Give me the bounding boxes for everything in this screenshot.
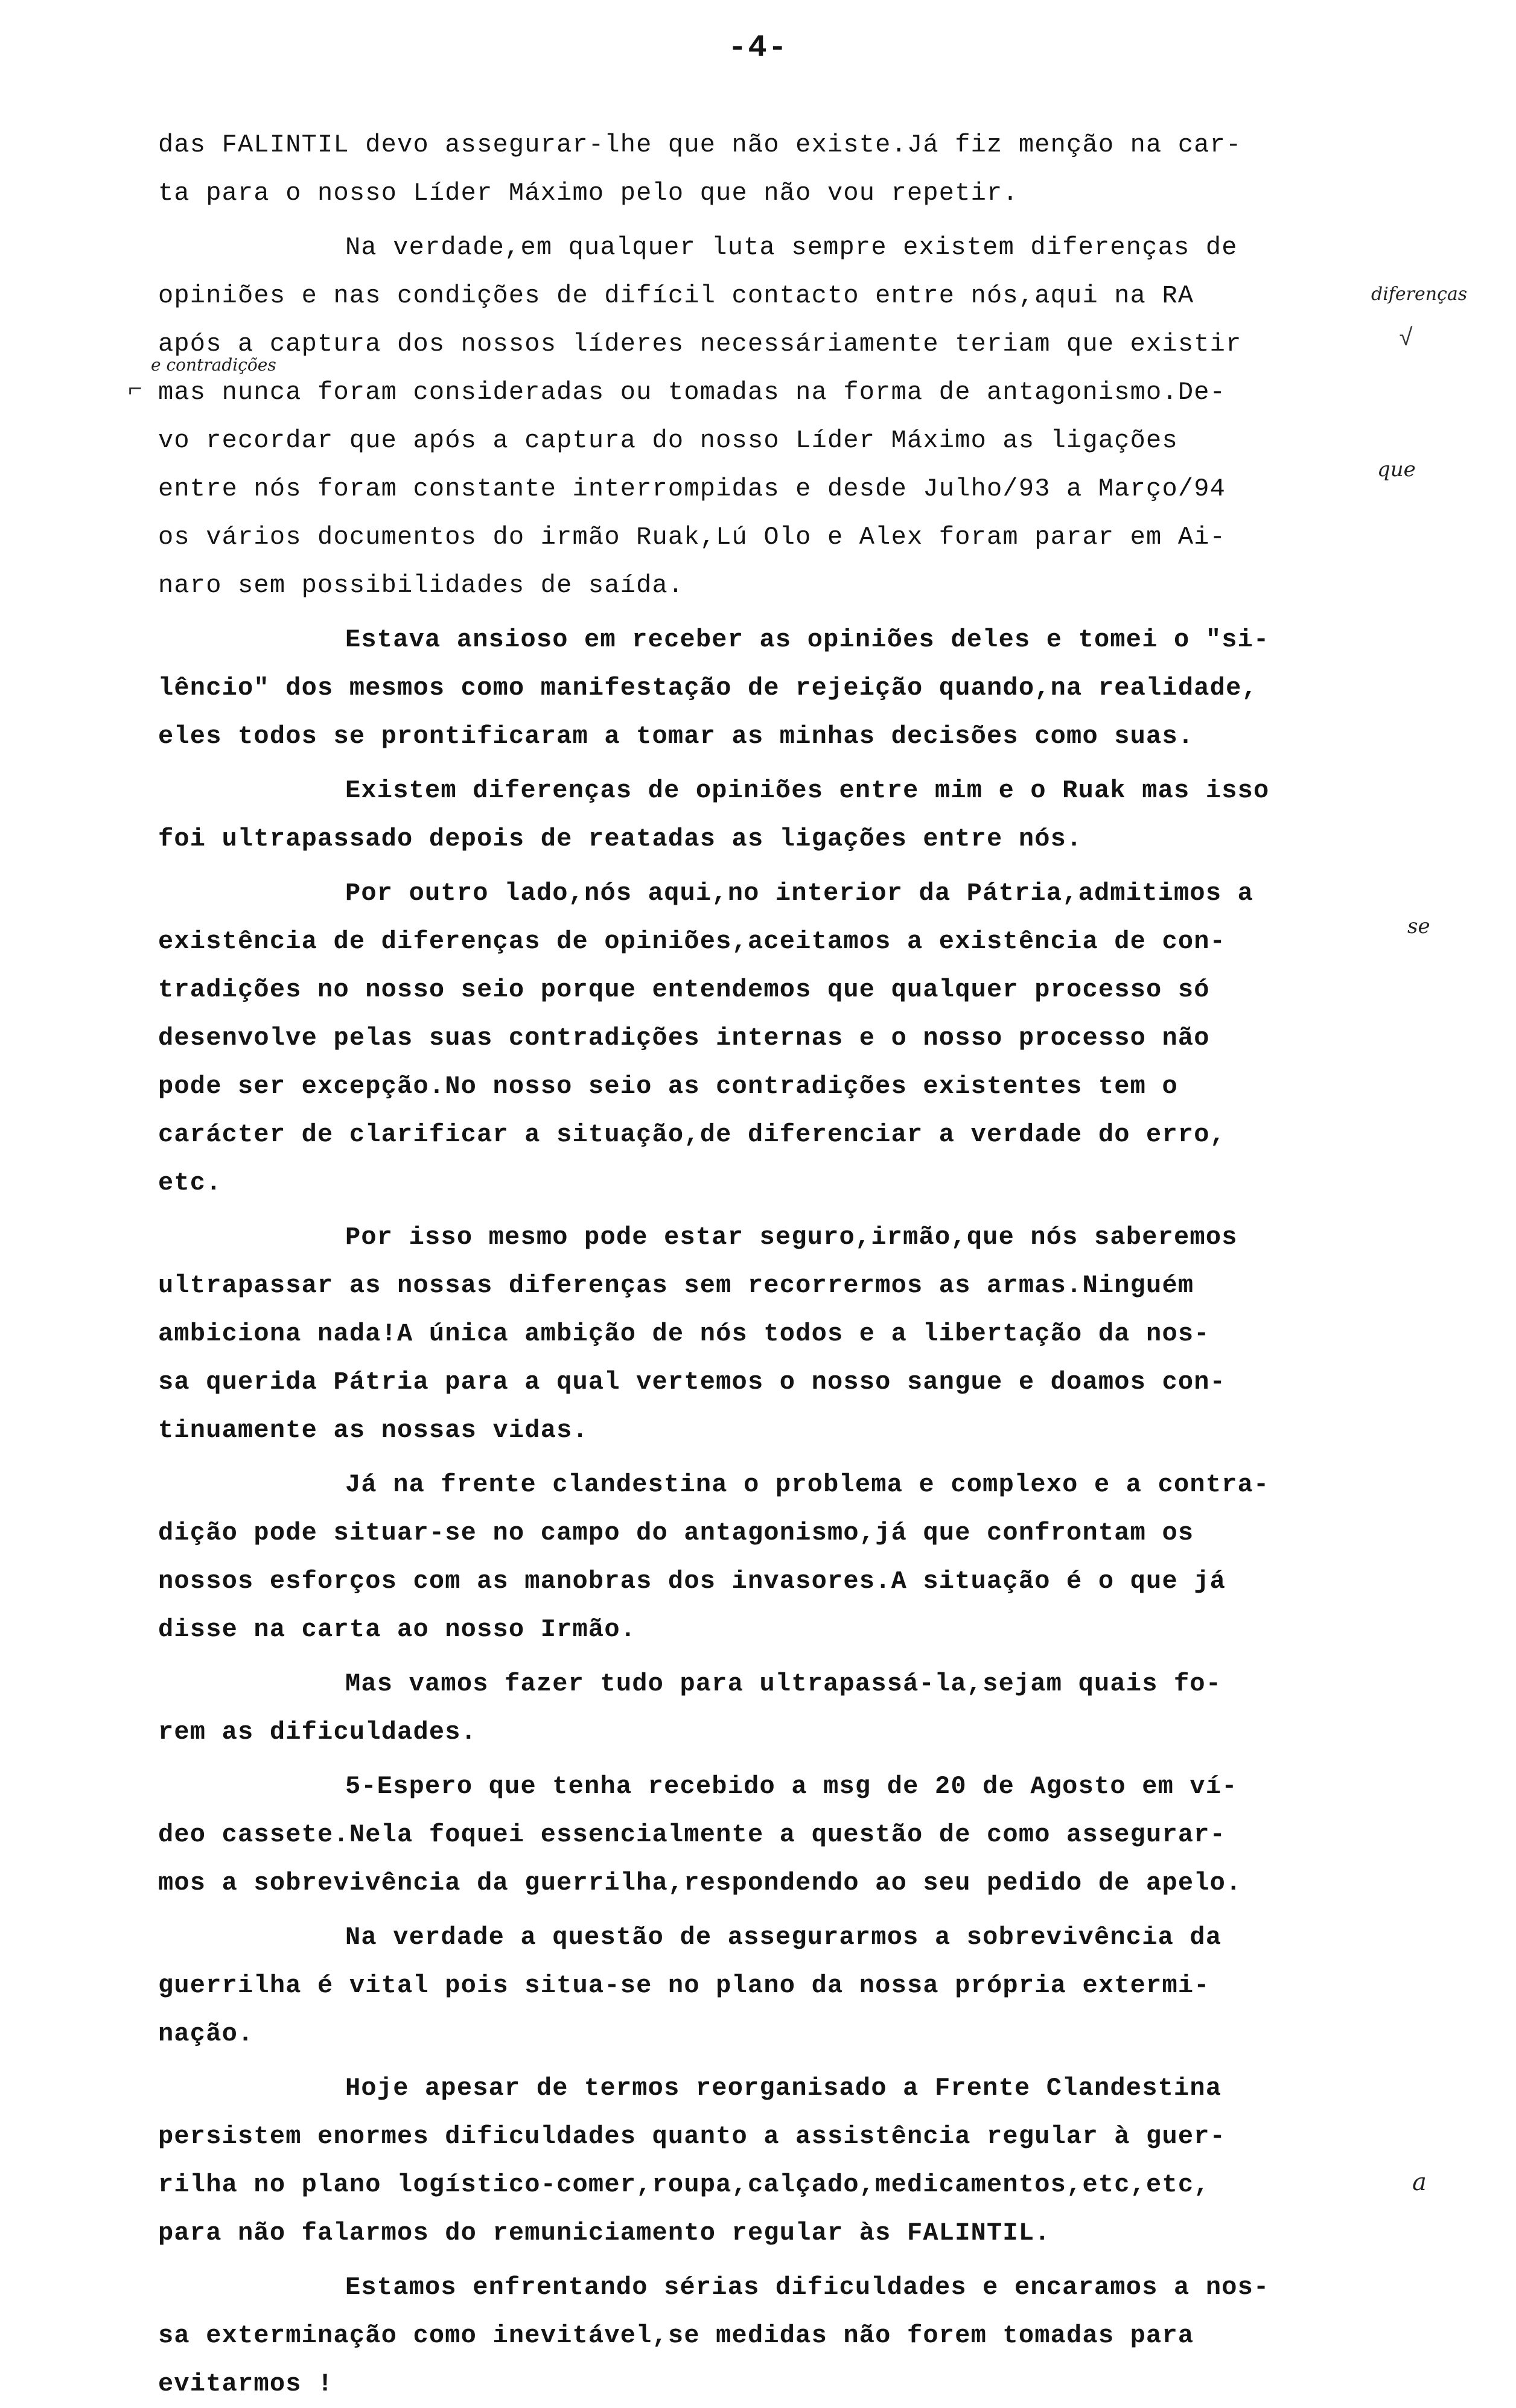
text-line: lêncio" dos mesmos como manifestação de rejeição quando,na realidade, bbox=[158, 674, 1258, 702]
page-number: -4- bbox=[728, 30, 788, 66]
text-line: os vários documentos do irmão Ruak,Lú Olo e Alex foram parar em Ai- bbox=[158, 523, 1226, 552]
text-line: entre nós foram constante interrompidas e desde Julho/93 a Março/94 bbox=[158, 474, 1226, 503]
insertion-check-mark: √ bbox=[1399, 326, 1414, 353]
text-line: Por outro lado,nós aqui,no interior da Pátria,admitimos a bbox=[345, 879, 1254, 908]
text-line: mas nunca foram consideradas ou tomadas na forma de antagonismo.De- bbox=[158, 378, 1226, 407]
handwritten-note-que: que bbox=[1377, 457, 1416, 482]
text-line: Mas vamos fazer tudo para ultrapassá-la,sejam quais fo- bbox=[345, 1669, 1222, 1698]
text-line: etc. bbox=[158, 1168, 222, 1197]
document-body bbox=[158, 121, 1438, 2408]
text-line: Existem diferenças de opiniões entre mim e o Ruak mas isso bbox=[345, 776, 1270, 805]
text-line: nossos esforços com as manobras dos invasores.A situação é o que já bbox=[158, 1567, 1226, 1596]
text-line: ta para o nosso Líder Máximo pelo que não vou repetir. bbox=[158, 179, 1019, 208]
text-line: nação. bbox=[158, 2019, 254, 2048]
text-line: foi ultrapassado depois de reatadas as ligações entre nós. bbox=[158, 824, 1083, 853]
text-line: Por isso mesmo pode estar seguro,irmão,que nós saberemos bbox=[345, 1223, 1238, 1252]
text-line: ambiciona nada!A única ambição de nós todos e a libertação da nos- bbox=[158, 1319, 1210, 1348]
text-line: eles todos se prontificaram a tomar as minhas decisões como suas. bbox=[158, 722, 1194, 751]
text-line: rem as dificuldades. bbox=[158, 1718, 477, 1747]
text-line: Na verdade,em qualquer luta sempre existem diferenças de bbox=[345, 233, 1238, 262]
text-line: Estava ansioso em receber as opiniões deles e tomei o "si- bbox=[345, 625, 1270, 654]
text-line: existência de diferenças de opiniões,aceitamos a existência de con- bbox=[158, 927, 1226, 956]
text-line: Hoje apesar de termos reorganisado a Frente Clandestina bbox=[345, 2074, 1222, 2103]
text-line: ultrapassar as nossas diferenças sem recorrermos as armas.Ninguém bbox=[158, 1271, 1194, 1300]
text-line: dição pode situar-se no campo do antagonismo,já que confrontam os bbox=[158, 1518, 1194, 1547]
text-line: tradições no nosso seio porque entendemos que qualquer processo só bbox=[158, 975, 1210, 1004]
insertion-caret-mark: ⌐ bbox=[128, 377, 143, 404]
text-line: vo recordar que após a captura do nosso Líder Máximo as ligações bbox=[158, 426, 1178, 455]
text-line: opiniões e nas condições de difícil contacto entre nós,aqui na RA bbox=[158, 281, 1194, 310]
text-line: tinuamente as nossas vidas. bbox=[158, 1416, 588, 1445]
text-line: após a captura dos nossos líderes necessáriamente teriam que existir bbox=[158, 330, 1242, 358]
text-line: deo cassete.Nela foquei essencialmente a questão de como assegurar- bbox=[158, 1820, 1226, 1849]
text-line: sa exterminação como inevitável,se medidas não forem tomadas para bbox=[158, 2321, 1194, 2350]
handwritten-note-a: a bbox=[1412, 2168, 1427, 2196]
text-line: sa querida Pátria para a qual vertemos o nosso sangue e doamos con- bbox=[158, 1368, 1226, 1397]
text-line: mos a sobrevivência da guerrilha,respondendo ao seu pedido de apelo. bbox=[158, 1868, 1242, 1897]
text-line: para não falarmos do remuniciamento regular às FALINTIL. bbox=[158, 2218, 1051, 2247]
text-line: Estamos enfrentando sérias dificuldades e encaramos a nos- bbox=[345, 2273, 1270, 2302]
text-line: Na verdade a questão de assegurarmos a sobrevivência da bbox=[345, 1923, 1222, 1952]
handwritten-note-diferencas: diferenças bbox=[1371, 284, 1468, 305]
text-line: guerrilha é vital pois situa-se no plano da nossa própria extermi- bbox=[158, 1971, 1210, 2000]
text-line: desenvolve pelas suas contradições internas e o nosso processo não bbox=[158, 1024, 1210, 1053]
text-line: evitarmos ! bbox=[158, 2369, 334, 2398]
text-line: persistem enormes dificuldades quanto a assistência regular à guer- bbox=[158, 2122, 1226, 2151]
handwritten-note-contradicoes: e contradições bbox=[151, 355, 276, 375]
text-line: disse na carta ao nosso Irmão. bbox=[158, 1615, 637, 1644]
text-line: rilha no plano logístico-comer,roupa,calçado,medicamentos,etc,etc, bbox=[158, 2170, 1210, 2199]
text-line: das FALINTIL devo assegurar-lhe que não existe.Já fiz menção na car- bbox=[158, 130, 1242, 159]
text-line: Já na frente clandestina o problema e complexo e a contra- bbox=[345, 1470, 1270, 1499]
handwritten-note-se: se bbox=[1407, 914, 1430, 938]
text-line: 5-Espero que tenha recebido a msg de 20 de Agosto em ví- bbox=[345, 1772, 1238, 1801]
text-line: pode ser excepção.No nosso seio as contradições existentes tem o bbox=[158, 1072, 1178, 1101]
text-line: naro sem possibilidades de saída. bbox=[158, 571, 684, 600]
text-line: carácter de clarificar a situação,de diferenciar a verdade do erro, bbox=[158, 1120, 1226, 1149]
